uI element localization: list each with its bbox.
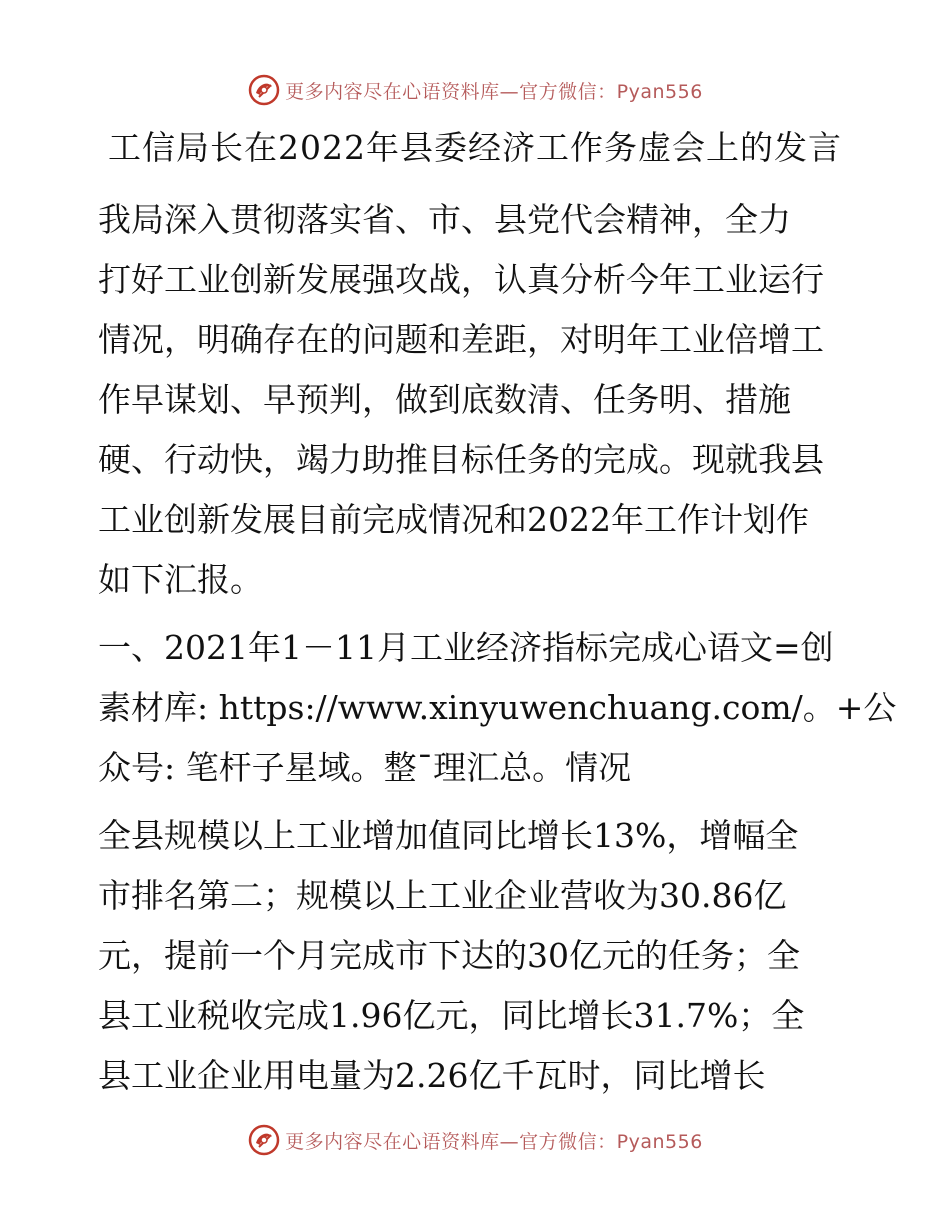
header-banner-text: 更多内容尽在心语资料库—官方微信：Pyan556: [285, 80, 703, 103]
document-title: 工信局长在2022年县委经济工作务虚会上的发言: [108, 128, 842, 167]
paragraph-line: 我局深入贯彻落实省、市、县党代会精神，全力: [98, 200, 791, 239]
paragraph-line: 打好工业创新发展强攻战，认真分析今年工业运行: [98, 260, 824, 299]
paragraph-line: 县工业税收完成1.96亿元，同比增长31.7%；全: [98, 996, 805, 1035]
paragraph-line: 硬、行动快，竭力助推目标任务的完成。现就我县: [98, 440, 824, 479]
footer-banner: [0, 1120, 950, 1160]
header-banner: [0, 70, 950, 110]
paragraph-indicators: [98, 806, 858, 1106]
paragraph-line: 一、2021年1－11月工业经济指标完成心语文=创: [98, 628, 834, 667]
paragraph-line: 众号: 笔杆子星域。整¯理汇总。情况: [98, 748, 632, 787]
paragraph-line: 如下汇报。: [98, 560, 263, 599]
paragraph-line: 工业创新发展目前完成情况和2022年工作计划作: [98, 500, 809, 539]
paragraph-line: 市排名第二；规模以上工业企业营收为30.86亿: [98, 876, 787, 915]
red-swirl-logo-icon: [247, 1123, 281, 1157]
red-swirl-logo-icon: [247, 73, 281, 107]
paragraph-line: 县工业企业用电量为2.26亿千瓦时，同比增长: [98, 1056, 766, 1095]
footer-banner-text: 更多内容尽在心语资料库—官方微信：Pyan556: [285, 1130, 703, 1153]
paragraph-section-one: [98, 618, 897, 798]
paragraph-line: 情况，明确存在的问题和差距，对明年工业倍增工: [98, 320, 824, 359]
paragraph-intro: [98, 190, 858, 610]
paragraph-line: 元，提前一个月完成市下达的30亿元的任务；全: [98, 936, 800, 975]
paragraph-line: 全县规模以上工业增加值同比增长13%，增幅全: [98, 816, 799, 855]
paragraph-line: 素材库: https://www.xinyuwenchuang.com/。+公: [98, 688, 897, 727]
paragraph-line: 作早谋划、早预判，做到底数清、任务明、措施: [98, 380, 791, 419]
